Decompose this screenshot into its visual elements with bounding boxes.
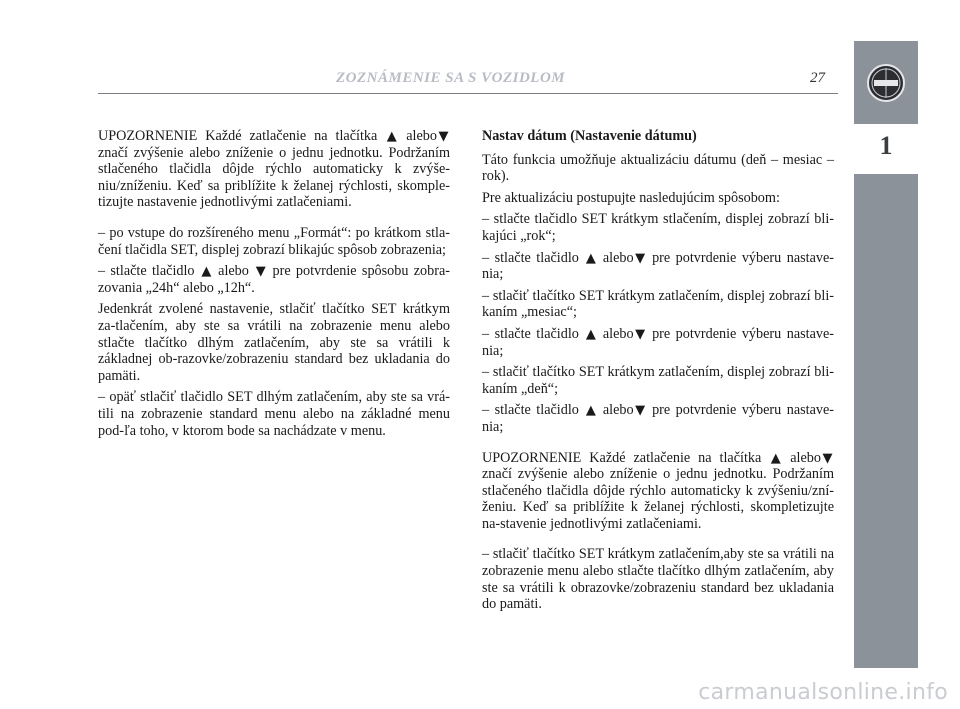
up-arrow-icon: ▲	[585, 250, 596, 266]
up-arrow-icon: ▲	[201, 264, 212, 280]
down-arrow-icon: ▼	[438, 129, 449, 144]
lancia-logo-icon	[866, 63, 906, 103]
text-run: značí zvýšenie alebo zníženie o jednu jednotku. Podržaním stlačeného tlačidla dôjde rýchlo automaticky k zvýše-niu/zníženiu. Keď sa priblížite k želanej rýchlosti, skomple-tizujte nastavenie jednotlivými zatlačeniami.	[98, 144, 450, 211]
down-arrow-icon: ▼	[635, 403, 646, 419]
text-run: alebo	[398, 128, 437, 144]
down-arrow-icon: ▼	[255, 264, 266, 280]
paragraph: – po vstupe do rozšíreného menu „Formát“: po krátkom stla-čení tlačidla SET, displej zobrazí blikajúc spôsob zobrazenia;	[98, 224, 450, 258]
text-run: pre potvrdenie výberu nastave-nia;	[482, 325, 834, 359]
text-run: alebo	[782, 449, 821, 466]
text-run: alebo	[597, 402, 634, 419]
up-arrow-icon: ▲	[585, 326, 596, 342]
text-run: alebo	[212, 263, 255, 280]
text-run: – stlačte tlačidlo	[98, 263, 200, 280]
paragraph: – stlačiť tlačítko SET krátkym zatlačením, displej zobrazí bli-kaním „mesiac“;	[482, 287, 834, 321]
left-column	[98, 128, 450, 444]
paragraph: – stlačiť tlačítko SET krátkym zatlačením, displej zobrazí bli-kaním „deň“;	[482, 364, 834, 397]
text-run: alebo	[597, 249, 634, 266]
paragraph	[482, 402, 834, 435]
up-arrow-icon: ▲	[770, 450, 781, 466]
text-run: – stlačte tlačidlo	[482, 325, 585, 342]
paragraph	[98, 263, 450, 296]
text-run: značí zvýšenie alebo zníženie o jednu jednotku. Podržaním stlačeného tlačidla dôjde rýchlo automaticky k zvýšeniu/zní-ženiu. Keď sa priblížite k želanej rýchlosti, skompletizujte na-stavenie jednotlivými zatlačeniami.	[482, 466, 834, 532]
paragraph: – stlačte tlačidlo SET krátkym stlačením, displej zobrazí bli-kajúci „rok“;	[482, 211, 834, 244]
text-run: UPOZORNENIE Každé zatlačenie na tlačítka	[482, 449, 770, 466]
warning-paragraph	[482, 450, 834, 533]
text-run: pre potvrdenie výberu nastave-nia;	[482, 402, 834, 435]
text-run: pre potvrdenie spôsobu zobra-zovania „24h“ alebo „12h“.	[98, 263, 450, 296]
down-arrow-icon: ▼	[635, 326, 646, 342]
header-rule	[98, 93, 838, 94]
paragraph	[482, 250, 834, 283]
page-header-title: ZOZNÁMENIE SA S VOZIDLOM	[336, 70, 566, 86]
paragraph: Táto funkcia umožňuje aktualizáciu dátumu (deň – mesiac – rok).	[482, 151, 834, 185]
chapter-number: 1	[879, 131, 893, 160]
paragraph	[482, 326, 834, 359]
right-column	[482, 128, 834, 618]
text-run: – stlačte tlačidlo	[482, 402, 585, 419]
up-arrow-icon: ▲	[386, 129, 397, 144]
paragraph: Pre aktualizáciu postupujte nasledujúcim spôsobom:	[482, 189, 780, 206]
text-run: pre potvrdenie výberu nastave-nia;	[482, 249, 834, 283]
watermark: carmanualsonline.info	[698, 680, 948, 705]
warning-paragraph	[98, 128, 450, 211]
up-arrow-icon: ▲	[585, 403, 596, 419]
text-run: alebo	[597, 325, 634, 342]
text-run: UPOZORNENIE Každé zatlačenie na tlačítka	[98, 128, 386, 144]
page-number: 27	[810, 70, 825, 86]
down-arrow-icon: ▼	[822, 450, 833, 466]
paragraph: Jedenkrát zvolené nastavenie, stlačiť tlačítko SET krátkym za-tlačením, aby ste sa vrátili na zobrazenie menu alebo stlačte tlačítko dlhým zatlačením, aby ste sa vrátili k základnej ob-razovke/zobrazeniu standard bez ukladania do pamäti.	[98, 301, 450, 384]
section-heading: Nastav dátum (Nastavenie dátumu)	[482, 128, 697, 144]
text-run: – stlačte tlačidlo	[482, 249, 585, 266]
down-arrow-icon: ▼	[635, 250, 646, 266]
paragraph: – opäť stlačiť tlačidlo SET dlhým zatlačením, aby ste sa vrá-tili na zobrazenie standard menu alebo na základné menu pod-ľa toho, v ktorom bode sa nachádzate v menu.	[98, 389, 450, 439]
paragraph: – stlačiť tlačítko SET krátkym zatlačením,aby ste sa vrátili na zobrazenie menu alebo stlačte tlačítko dlhým zatlačením, aby ste sa vrátili k obrazovke/zobrazeniu standard bez ukladania do pamäti.	[482, 546, 834, 613]
